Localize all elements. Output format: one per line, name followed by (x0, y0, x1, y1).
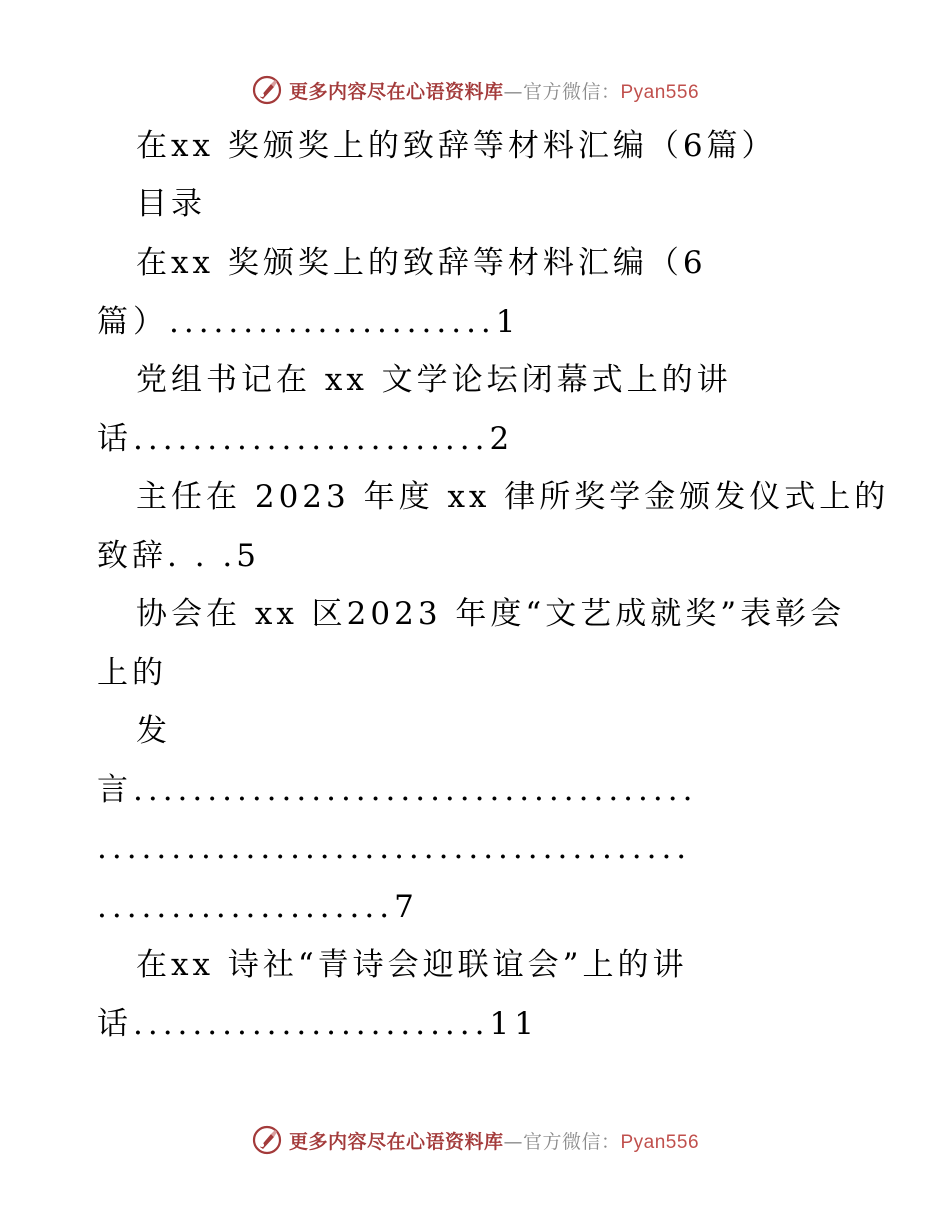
banner-text: 更多内容尽在心语资料库—官方微信：Pyan556 (288, 1130, 700, 1153)
document-title: 在xx 奖颁奖上的致辞等材料汇编（6篇） (136, 128, 777, 164)
toc-entry-line: 协会在 xx 区2023 年度“文艺成就奖”表彰会 (136, 596, 846, 632)
toc-entry-line: 致辞. . .5 (97, 538, 260, 574)
pen-logo-icon (251, 74, 283, 106)
toc-entry-line: 在xx 奖颁奖上的致辞等材料汇编（6 (136, 245, 707, 281)
footer-watermark-banner (0, 1120, 950, 1160)
pen-logo-icon (251, 1124, 283, 1156)
toc-entry-line: 言...................................... (97, 772, 698, 808)
banner-text: 更多内容尽在心语资料库—官方微信：Pyan556 (288, 80, 700, 103)
toc-entry-line: ....................7 (97, 889, 419, 925)
toc-entry-line: 主任在 2023 年度 xx 律所奖学金颁发仪式上的 (136, 479, 890, 515)
toc-entry-line: 在xx 诗社“青诗会迎联谊会”上的讲 (136, 947, 688, 983)
toc-entry-line: 篇）......................1 (97, 304, 521, 340)
toc-entry-line: 党组书记在 xx 文学论坛闭幕式上的讲 (136, 362, 732, 398)
toc-entry-line: ........................................ (97, 830, 692, 866)
toc-heading: 目录 (136, 186, 206, 222)
header-watermark-banner (0, 70, 950, 110)
toc-entry-line: 话........................11 (97, 1006, 539, 1042)
toc-entry-line: 发 (136, 713, 171, 749)
toc-entry-line: 话........................2 (97, 421, 515, 457)
toc-entry-line: 上的 (97, 655, 167, 691)
